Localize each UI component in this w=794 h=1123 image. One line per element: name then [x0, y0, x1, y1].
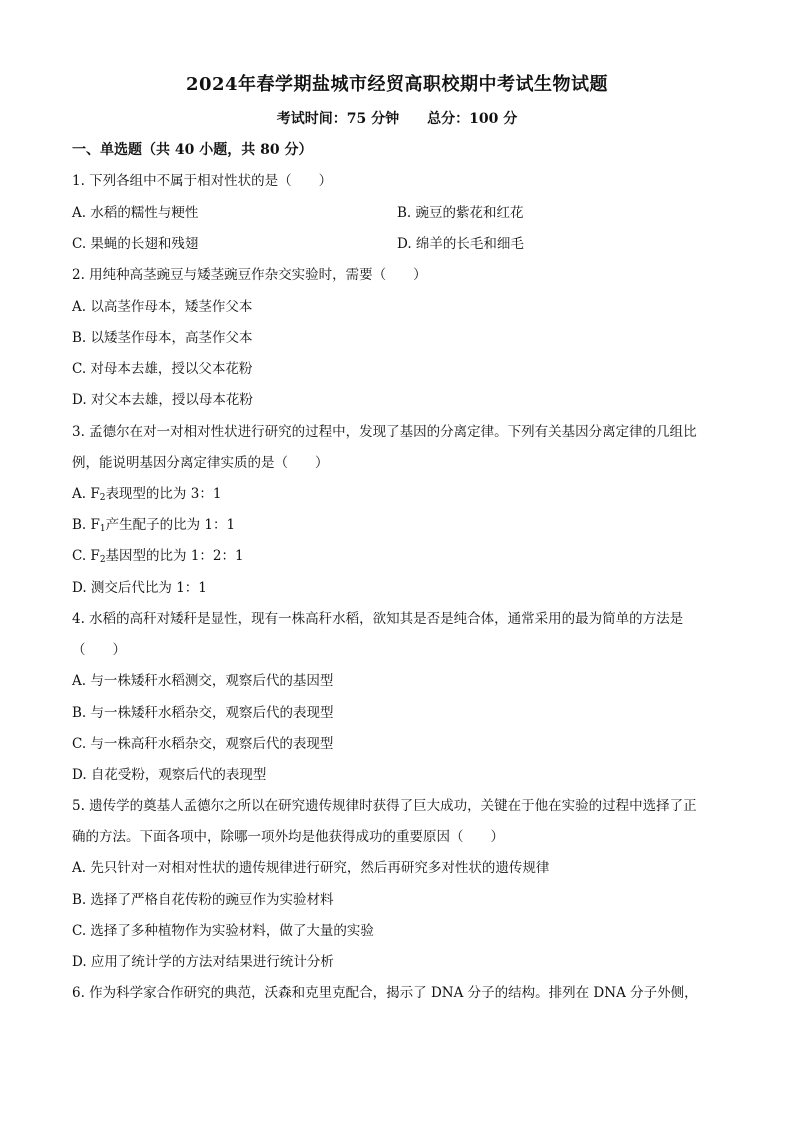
question-5-stem-line-2: 确的方法。下面各项中，除哪一项外均是他获得成功的重要原因（ ） [72, 829, 504, 845]
exam-info [0, 108, 794, 128]
option-text: C. F [72, 548, 100, 564]
question-1-option-d: D. 绵羊的长毛和细毛 [397, 236, 524, 252]
question-5-option-d: D. 应用了统计学的方法对结果进行统计分析 [72, 954, 334, 970]
option-text: B. F [72, 517, 100, 533]
question-3-option-b [72, 516, 235, 538]
exam-time: 考试时间：75 分钟 [276, 111, 400, 127]
question-5-option-a: A. 先只针对一对相对性状的遗传规律进行研究，然后再研究多对性状的遗传规律 [72, 860, 550, 876]
question-2-option-b: B. 以矮茎作母本，高茎作父本 [72, 330, 253, 346]
section-heading: 一、单选题（共 40 小题，共 80 分） [72, 142, 313, 158]
question-2-stem: 2. 用纯种高茎豌豆与矮茎豌豆作杂交实验时，需要（ ） [72, 267, 427, 283]
subscript: 2 [99, 555, 106, 565]
question-3-option-a [72, 485, 221, 507]
option-text: 表现型的比为 3：1 [105, 486, 222, 502]
question-5-option-b: B. 选择了严格自花传粉的豌豆作为实验材料 [72, 892, 334, 908]
question-4-stem-line-2: （ ） [72, 642, 126, 658]
question-3-option-d: D. 测交后代比为 1：1 [72, 580, 207, 596]
subscript: 2 [99, 493, 106, 503]
question-2-option-d: D. 对父本去雄，授以母本花粉 [72, 392, 253, 408]
question-2-option-a: A. 以高茎作母本，矮茎作父本 [72, 299, 253, 315]
question-4-option-b: B. 与一株矮秆水稻杂交，观察后代的表现型 [72, 705, 334, 721]
question-5-option-c: C. 选择了多种植物作为实验材料，做了大量的实验 [72, 923, 374, 939]
question-3-stem-line-2: 例，能说明基因分离定律实质的是（ ） [72, 455, 329, 471]
question-6-stem-line-1: 6. 作为科学家合作研究的典范，沃森和克里克配合，揭示了 DNA 分子的结构。排列在 DNA 分子外侧， [72, 985, 698, 1001]
question-4-option-c: C. 与一株高秆水稻杂交，观察后代的表现型 [72, 736, 334, 752]
question-4-option-d: D. 自花受粉，观察后代的表现型 [72, 767, 267, 783]
question-1-option-c: C. 果蝇的长翅和残翅 [72, 236, 199, 252]
question-5-stem-line-1: 5. 遗传学的奠基人孟德尔之所以在研究遗传规律时获得了巨大成功，关键在于他在实验的过程中选择了正 [72, 798, 697, 814]
question-1-option-b: B. 豌豆的紫花和红花 [397, 205, 524, 221]
question-4-stem-line-1: 4. 水稻的高秆对矮秆是显性，现有一株高秆水稻，欲知其是否是纯合体，通常采用的最为简单的方法是 [72, 611, 684, 627]
exam-score: 总分：100 分 [427, 111, 518, 127]
subscript: 1 [99, 524, 106, 534]
question-3-option-c [72, 547, 244, 569]
question-1-option-a: A. 水稻的糯性与粳性 [72, 205, 199, 221]
option-text: A. F [72, 486, 100, 502]
question-3-stem-line-1: 3. 孟德尔在对一对相对性状进行研究的过程中，发现了基因的分离定律。下列有关基因分离定律的几组比 [72, 424, 697, 440]
option-text: 产生配子的比为 1：1 [105, 517, 236, 533]
question-1-stem: 1. 下列各组中不属于相对性状的是（ ） [72, 173, 333, 189]
option-text: 基因型的比为 1：2：1 [105, 548, 244, 564]
question-4-option-a: A. 与一株矮秆水稻测交，观察后代的基因型 [72, 673, 334, 689]
exam-title: 2024年春学期盐城市经贸高职校期中考试生物试题 [185, 74, 609, 95]
question-2-option-c: C. 对母本去雄，授以父本花粉 [72, 361, 253, 377]
